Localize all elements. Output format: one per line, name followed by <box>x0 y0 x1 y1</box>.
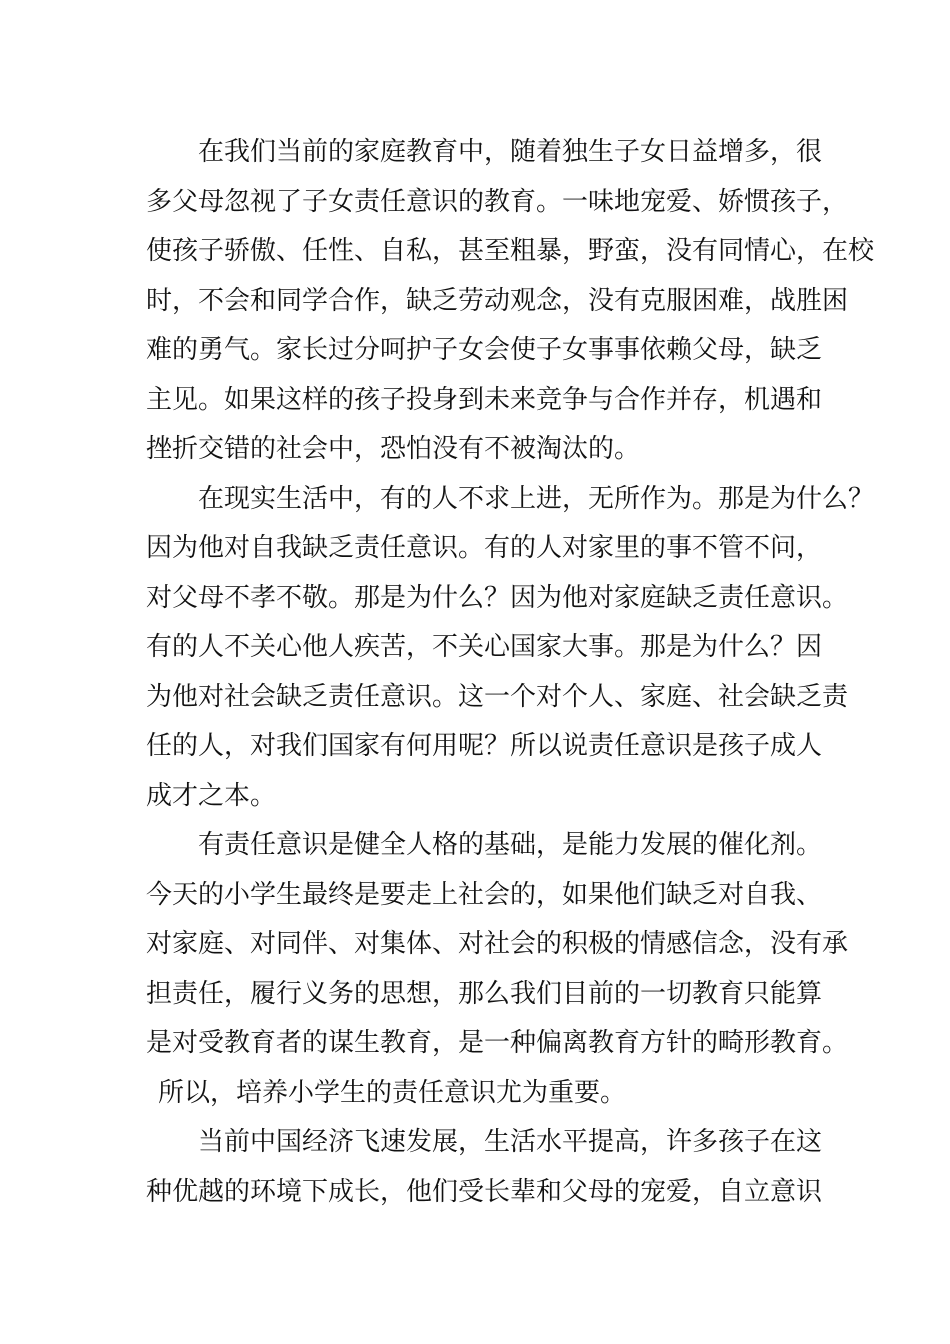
paragraph-line: 有的人不关心他人疾苦，不关心国家大事。那是为什么？因 <box>146 632 823 662</box>
paragraph-line: 担责任，履行义务的思想，那么我们目前的一切教育只能算 <box>146 978 823 1009</box>
paragraph-line: 时，不会和同学合作，缺乏劳动观念，没有克服困难，战胜困 <box>146 285 849 316</box>
paragraph-line: 成才之本。 <box>146 780 277 811</box>
paragraph-line: 是对受教育者的谋生教育，是一种偏离教育方针的畸形教育。 <box>146 1028 849 1058</box>
paragraph-line: 对父母不孝不敬。那是为什么？因为他对家庭缺乏责任意识。 <box>146 582 849 613</box>
paragraph-line: 种优越的环境下成长，他们受长辈和父母的宠爱，自立意识 <box>146 1176 823 1207</box>
body-text <box>146 128 875 1217</box>
paragraph-line: 挫折交错的社会中，恐怕没有不被淘汰的。 <box>146 434 641 464</box>
paragraph-line: 因为他对自我缺乏责任意识。有的人对家里的事不管不问， <box>146 533 823 563</box>
paragraph-line: 使孩子骄傲、任性、自私，甚至粗暴，野蛮，没有同情心，在校 <box>146 236 875 266</box>
paragraph-line: 多父母忽视了子女责任意识的教育。一味地宠爱、娇惯孩子， <box>146 186 849 217</box>
paragraph-line: 所以，培养小学生的责任意识尤为重要。 <box>158 1077 627 1108</box>
paragraph-line: 在我们当前的家庭教育中，随着独生子女日益增多，很 <box>198 137 823 167</box>
paragraph-line: 在现实生活中，有的人不求上进，无所作为。那是为什么？ <box>198 483 875 514</box>
paragraph-line: 今天的小学生最终是要走上社会的，如果他们缺乏对自我、 <box>146 879 823 910</box>
paragraph-line: 任的人，对我们国家有何用呢？所以说责任意识是孩子成人 <box>146 731 823 761</box>
paragraph-line: 有责任意识是健全人格的基础，是能力发展的催化剂。 <box>198 830 823 860</box>
paragraph-line: 主见。如果这样的孩子投身到未来竞争与合作并存，机遇和 <box>146 384 823 415</box>
paragraph-line: 难的勇气。家长过分呵护子女会使子女事事依赖父母，缺乏 <box>146 335 823 365</box>
paragraph-line: 当前中国经济飞速发展，生活水平提高，许多孩子在这 <box>198 1127 823 1157</box>
paragraph-line: 为他对社会缺乏责任意识。这一个对个人、家庭、社会缺乏责 <box>146 681 849 712</box>
paragraph-line: 对家庭、对同伴、对集体、对社会的积极的情感信念，没有承 <box>146 929 849 959</box>
